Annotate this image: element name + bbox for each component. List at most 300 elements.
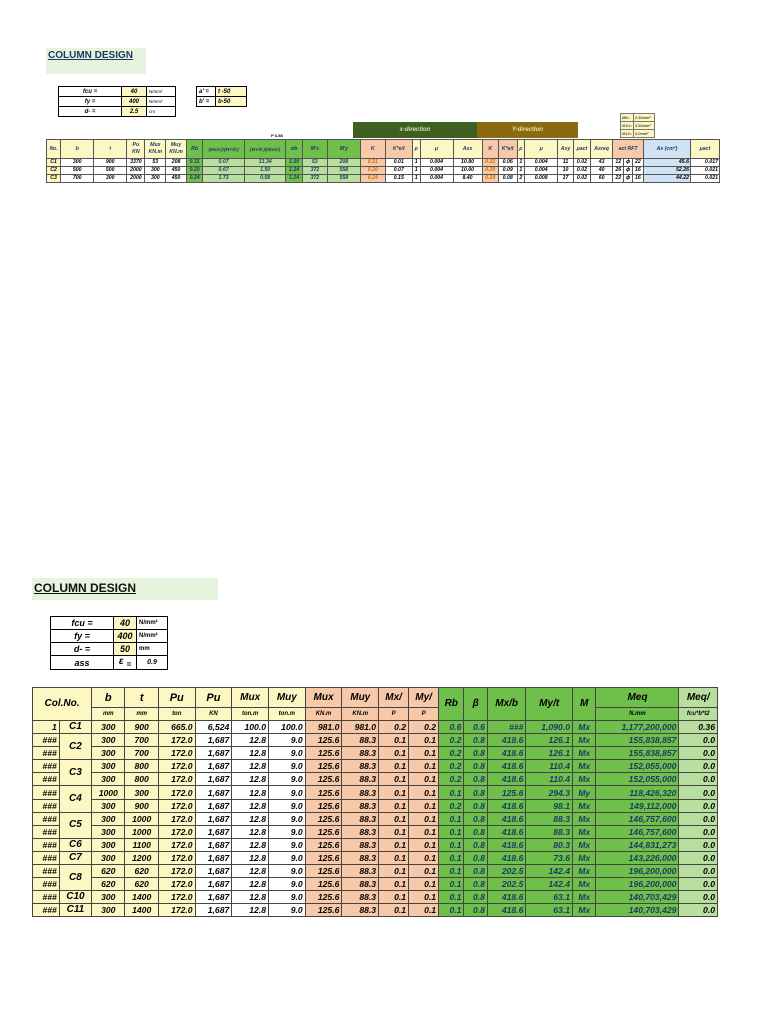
cell-beta: 0.8 (464, 865, 487, 878)
cell-mux-ton: 12.8 (232, 747, 269, 760)
hdr-b: b (92, 688, 125, 708)
cell: 1.73 (203, 175, 245, 183)
param-value[interactable]: 400 (114, 630, 137, 643)
cell-meq-ratio: 0.0 (679, 865, 718, 878)
param-row (51, 656, 168, 670)
cell-pu: 172.0 (158, 904, 195, 917)
table-row (33, 891, 718, 904)
param-value[interactable]: 40 (122, 87, 147, 97)
cell-pu-kn: 1,687 (195, 786, 232, 799)
cell-mux-kn: 125.6 (305, 891, 342, 904)
cell-b: 300 (92, 721, 125, 734)
cell: 0.021 (691, 175, 720, 183)
stack-label: Ø12= (622, 131, 632, 136)
cell-muy-kn: 88.3 (342, 904, 379, 917)
hdr-pu (127, 140, 145, 159)
cell: 1.24 (286, 175, 302, 183)
cell: 0.20 (360, 167, 385, 175)
hdr-muy-kn: Muy (342, 688, 379, 708)
cell: 208 (166, 159, 187, 167)
cell: 12 (613, 159, 624, 167)
cell: 0.004 (420, 167, 453, 175)
cell: 40 (591, 167, 613, 175)
hdr-mux-kn: Mux (305, 688, 342, 708)
unit-cell: KN.m (342, 708, 379, 721)
cell-pu-kn: 1,687 (195, 760, 232, 773)
row-number: ### (33, 838, 60, 851)
hdr-m: M (572, 688, 595, 721)
hdr-t: t (94, 140, 127, 159)
hdr-muy-unit: KN.m (169, 149, 183, 155)
param-row (51, 630, 168, 643)
cell-pu-kn: 1,687 (195, 773, 232, 786)
cell: 0.004 (525, 159, 558, 167)
cell-mx-p: 0.1 (379, 904, 409, 917)
param-label: fy = (51, 630, 114, 643)
cell-mux-ton: 12.8 (232, 812, 269, 825)
hdr-muact2: μact (691, 140, 720, 159)
cell-myt: 110.4 (526, 760, 573, 773)
cell-my-p: 0.1 (409, 812, 439, 825)
dim-row (197, 97, 247, 107)
param-label: fcu = (51, 617, 114, 630)
hdr-as: As (cm²) (644, 140, 691, 159)
bottom-body (33, 721, 718, 917)
cell-t: 1100 (125, 838, 158, 851)
cell-muy-kn: 88.3 (342, 773, 379, 786)
cell-mux-kn: 125.6 (305, 851, 342, 864)
param-unit: N/mm² (147, 87, 176, 97)
cell-beta: 0.8 (464, 825, 487, 838)
param-unit: N/mm² (137, 630, 168, 643)
hdr-rb: Rb (186, 140, 202, 159)
cell-m: Mx (572, 773, 595, 786)
cell-mux-kn: 125.6 (305, 786, 342, 799)
cell: 300 (145, 175, 166, 183)
table-row (33, 721, 718, 734)
cell-mux-kn: 125.6 (305, 773, 342, 786)
row-number: ### (33, 734, 60, 747)
cell-mxb: 418.6 (487, 760, 525, 773)
cell-rb: 0.1 (439, 878, 464, 891)
table-row (33, 865, 718, 878)
cell-my-p: 0.1 (409, 786, 439, 799)
table-row (33, 851, 718, 864)
hdr-mxb: Mx/b (487, 688, 525, 721)
cell-m: Mx (572, 760, 595, 773)
row-number: ### (33, 825, 60, 838)
column-id: C2 (59, 734, 91, 760)
param-value[interactable]: 400 (122, 97, 147, 107)
cell-mux-ton: 12.8 (232, 825, 269, 838)
param-value[interactable]: 50 (114, 643, 137, 656)
row-number: ### (33, 904, 60, 917)
cell-b: 300 (92, 760, 125, 773)
cell-m: Mx (572, 891, 595, 904)
top-row (47, 175, 720, 183)
cell: 11 (558, 159, 574, 167)
cell-meq-ratio: 0.0 (679, 773, 718, 786)
cell-muy-kn: 88.3 (342, 799, 379, 812)
cell: 0.31 (482, 159, 498, 167)
cell-mxb: 418.6 (487, 838, 525, 851)
cell-myt: 142.4 (526, 865, 573, 878)
cell-mux-kn: 125.6 (305, 825, 342, 838)
cell-muy-ton: 9.0 (268, 799, 305, 812)
param-row (59, 107, 176, 117)
column-id: C5 (59, 812, 91, 838)
cell-muy-kn: 88.3 (342, 851, 379, 864)
cell-muy-ton: 9.0 (268, 786, 305, 799)
cell-mxb: 418.6 (487, 891, 525, 904)
cell: 52.26 (644, 167, 691, 175)
cell-mx-p: 0.1 (379, 786, 409, 799)
table-row (33, 812, 718, 825)
cell-beta: 0.8 (464, 904, 487, 917)
hdr-mu-y: μ (525, 140, 558, 159)
cell-my-p: 0.1 (409, 904, 439, 917)
hdr-pu: Pu (158, 688, 195, 708)
column-id: C3 (59, 760, 91, 786)
cell-rb: 0.1 (439, 838, 464, 851)
cell-beta: 0.8 (464, 812, 487, 825)
cell-beta: 0.8 (464, 851, 487, 864)
cell-rb: 0.1 (439, 865, 464, 878)
top-row (47, 167, 720, 175)
cell-t: 300 (125, 786, 158, 799)
cell-pu-kn: 1,687 (195, 904, 232, 917)
cell-muy-kn: 88.3 (342, 760, 379, 773)
cell-myt: 142.4 (526, 878, 573, 891)
cell-pu: 172.0 (158, 878, 195, 891)
param-value[interactable]: 0.9 (137, 656, 168, 670)
cell-mux-kn: 125.6 (305, 799, 342, 812)
cell-mx-p: 0.1 (379, 799, 409, 812)
cell-m: Mx (572, 904, 595, 917)
cell-t: 1000 (125, 825, 158, 838)
unit-cell: ton.m (268, 708, 305, 721)
cell-muy-kn: 88.3 (342, 865, 379, 878)
cell-m: Mx (572, 812, 595, 825)
cell: 1.24 (286, 167, 302, 175)
hdr-mux (145, 140, 166, 159)
cell-my-p: 0.2 (409, 721, 439, 734)
cell-mx-p: 0.2 (379, 721, 409, 734)
cell-muy-kn: 88.3 (342, 734, 379, 747)
cell: 10 (558, 167, 574, 175)
cell-mux-ton: 12.8 (232, 878, 269, 891)
cell-muy-ton: 9.0 (268, 904, 305, 917)
unit-cell: fcu*b*t2 (679, 708, 718, 721)
cell-meq-ratio: 0.0 (679, 891, 718, 904)
param-unit: N/mm² (147, 97, 176, 107)
cell: 208 (327, 159, 360, 167)
unit-cell: N.mm (596, 708, 679, 721)
row-number: ### (33, 747, 60, 760)
cell-my-p: 0.1 (409, 734, 439, 747)
hdr-muy-ton: Muy (268, 688, 305, 708)
param-row (59, 97, 176, 107)
cell: 0.02 (573, 175, 590, 183)
top-row (47, 159, 720, 167)
cell: 0.58 (244, 175, 286, 183)
cell-my-p: 0.1 (409, 773, 439, 786)
cell-myt: 98.1 (526, 799, 573, 812)
param-value[interactable]: 40 (114, 617, 137, 630)
cell: 450 (166, 167, 187, 175)
hdr-rho-x: ρ (412, 140, 420, 159)
cell: 558 (327, 167, 360, 175)
cell-muy-ton: 9.0 (268, 891, 305, 904)
cell-meq: 146,757,600 (596, 825, 679, 838)
cell-pu-kn: 1,687 (195, 799, 232, 812)
cell-mx-p: 0.1 (379, 747, 409, 760)
hdr-pu-kn: Pu (195, 688, 232, 708)
cell: 500 (61, 167, 94, 175)
cell-meq-ratio: 0.36 (679, 721, 718, 734)
cell: 558 (327, 175, 360, 183)
cell: 450 (166, 175, 187, 183)
cell-mux-ton: 100.0 (232, 721, 269, 734)
param-unit: N/mm² (137, 617, 168, 630)
cell-meq-ratio: 0.0 (679, 904, 718, 917)
hdr-kex: K*e/t (385, 140, 412, 159)
cell-muy-kn: 981.0 (342, 721, 379, 734)
cell: 0.02 (573, 159, 590, 167)
cell-muy-kn: 88.3 (342, 812, 379, 825)
cell-t: 1200 (125, 851, 158, 864)
cell-muy-ton: 9.0 (268, 734, 305, 747)
cell: 8.40 (453, 175, 482, 183)
cell: 53 (145, 159, 166, 167)
hdr-mux-ton: Mux (232, 688, 269, 708)
cell: ɸ (624, 159, 633, 167)
column-id: C4 (59, 786, 91, 812)
cell-mux-ton: 12.8 (232, 734, 269, 747)
cell: 0.004 (420, 159, 453, 167)
cell-meq: 143,226,000 (596, 851, 679, 864)
table-row (33, 799, 718, 812)
cell: 0.01 (385, 159, 412, 167)
row-number: ### (33, 786, 60, 799)
cell-meq: 152,055,000 (596, 773, 679, 786)
cell-rb: 0.1 (439, 891, 464, 904)
column-id: C10 (59, 891, 91, 904)
cell-mx-p: 0.1 (379, 812, 409, 825)
cell-mux-kn: 125.6 (305, 747, 342, 760)
cell-meq-ratio: 0.0 (679, 812, 718, 825)
cell-t: 800 (125, 773, 158, 786)
cell-meq: 140,703,429 (596, 904, 679, 917)
cell: 700 (61, 175, 94, 183)
hdr-mx-p: Mx/ (379, 688, 409, 708)
cell-mx-p: 0.1 (379, 838, 409, 851)
hdr-mu-x: μ (420, 140, 453, 159)
cell-mux-ton: 12.8 (232, 891, 269, 904)
cell-rb: 0.6 (439, 721, 464, 734)
top-title: COLUMN DESIGN (46, 48, 146, 74)
cell-meq: 155,838,857 (596, 734, 679, 747)
bottom-title: COLUMN DESIGN (32, 578, 218, 600)
dim-value[interactable]: t -50 (216, 87, 247, 97)
param-label: fy = (59, 97, 122, 107)
y-direction-header: Y-direction (477, 122, 578, 138)
cell-myt: 1,090.0 (526, 721, 573, 734)
cell: 0.20 (186, 167, 202, 175)
cell-pu: 172.0 (158, 825, 195, 838)
cell-pu-kn: 1,687 (195, 825, 232, 838)
cell-rb: 0.2 (439, 760, 464, 773)
cell: 0.24 (360, 175, 385, 183)
cell-mxb: 418.6 (487, 825, 525, 838)
column-id: C1 (59, 721, 91, 734)
cell-myt: 126.1 (526, 747, 573, 760)
cell-mxb: 418.6 (487, 747, 525, 760)
cell: 3370 (127, 159, 145, 167)
hdr-act-rft: act RFT (613, 140, 644, 159)
hdr-my-p: My/ (409, 688, 439, 708)
bottom-design-table (32, 687, 718, 917)
hdr-rho-y: ρ (517, 140, 525, 159)
table-row (33, 734, 718, 747)
hdr-muy (166, 140, 187, 159)
cell-meq: 152,055,000 (596, 760, 679, 773)
hdr-no: No. (47, 140, 61, 159)
cell-b: 300 (92, 838, 125, 851)
cell-b: 300 (92, 891, 125, 904)
cell-myt: 63.1 (526, 891, 573, 904)
cell-pu-kn: 1,687 (195, 812, 232, 825)
cell-mux-kn: 125.6 (305, 838, 342, 851)
cell-mux-ton: 12.8 (232, 799, 269, 812)
cell: 0.021 (691, 167, 720, 175)
param-label: d- = (59, 107, 122, 117)
row-number: ### (33, 878, 60, 891)
bottom-units-row (33, 708, 718, 721)
cell-muy-kn: 88.3 (342, 747, 379, 760)
hdr-mux-label: Mux (150, 142, 161, 148)
top-dims-table (196, 86, 247, 107)
cell-t: 800 (125, 760, 158, 773)
cell: 0.017 (691, 159, 720, 167)
cell-rb: 0.1 (439, 786, 464, 799)
dim-row (197, 87, 247, 97)
top-design-table (46, 139, 720, 183)
hdr-beta: β (464, 688, 487, 721)
cell-pu-kn: 1,687 (195, 734, 232, 747)
top-header-row (47, 140, 720, 159)
cell: 10.00 (453, 167, 482, 175)
cell-pu: 665.0 (158, 721, 195, 734)
cell-mxb: ### (487, 721, 525, 734)
cell: 0.02 (573, 167, 590, 175)
hdr-asy: Asy (558, 140, 574, 159)
cell-beta: 0.8 (464, 760, 487, 773)
cell-mux-kn: 125.6 (305, 878, 342, 891)
cell-b: 300 (92, 773, 125, 786)
cell-mxb: 418.6 (487, 773, 525, 786)
cell: 26 (613, 167, 624, 175)
cell-rb: 0.1 (439, 851, 464, 864)
row-number: ### (33, 799, 60, 812)
bottom-header-row (33, 688, 718, 708)
cell-b: 300 (92, 747, 125, 760)
cell-meq-ratio: 0.0 (679, 825, 718, 838)
cell-beta: 0.8 (464, 799, 487, 812)
stack-value: 3.50mm² (633, 122, 654, 130)
cell-beta: 0.8 (464, 838, 487, 851)
hdr-ratio1: (Mx/a')/(MY/b') (203, 140, 245, 159)
cell: 0.24 (482, 175, 498, 183)
cell-myt: 88.3 (526, 825, 573, 838)
cell-mux-kn: 981.0 (305, 721, 342, 734)
cell-myt: 88.3 (526, 812, 573, 825)
cell-mxb: 418.6 (487, 851, 525, 864)
cell: 0.15 (385, 175, 412, 183)
cell-myt: 294.3 (526, 786, 573, 799)
cell: 16 (632, 175, 643, 183)
cell-my-p: 0.1 (409, 838, 439, 851)
cell-mux-kn: 125.6 (305, 734, 342, 747)
cell-meq: 196,200,000 (596, 865, 679, 878)
cell-pu: 172.0 (158, 773, 195, 786)
cell-beta: 0.8 (464, 734, 487, 747)
param-label: d- = (51, 643, 114, 656)
cell-t: 1000 (125, 812, 158, 825)
cell-meq: 146,757,600 (596, 812, 679, 825)
cell-pu: 172.0 (158, 891, 195, 904)
cell-mux-ton: 12.8 (232, 865, 269, 878)
cell-mx-p: 0.1 (379, 734, 409, 747)
cell-mux-kn: 125.6 (305, 865, 342, 878)
cell-meq: 140,703,429 (596, 891, 679, 904)
unit-cell: ton (158, 708, 195, 721)
cell: 500 (94, 167, 127, 175)
cell-t: 620 (125, 865, 158, 878)
cell-t: 1400 (125, 891, 158, 904)
unit-cell: mm (125, 708, 158, 721)
cell: 1 (412, 159, 420, 167)
cell-mx-p: 0.1 (379, 760, 409, 773)
cell: 53 (302, 159, 327, 167)
bottom-params-table (50, 616, 168, 670)
cell-my-p: 0.1 (409, 878, 439, 891)
cell-b: 620 (92, 865, 125, 878)
hdr-muy-label: Muy (170, 142, 182, 148)
dim-value[interactable]: b-50 (216, 97, 247, 107)
cell-muy-ton: 9.0 (268, 812, 305, 825)
cell-t: 900 (125, 799, 158, 812)
hdr-t: t (125, 688, 158, 708)
cell-m: My (572, 786, 595, 799)
cell: 1 (412, 167, 420, 175)
column-id: C11 (59, 904, 91, 917)
cell-m: Mx (572, 851, 595, 864)
cell: 0.07 (385, 167, 412, 175)
cell: 300 (94, 175, 127, 183)
cell-meq: 155,838,857 (596, 747, 679, 760)
cell-rb: 0.1 (439, 812, 464, 825)
cell-t: 900 (125, 721, 158, 734)
cell-muy-kn: 88.3 (342, 891, 379, 904)
param-unit: cm (147, 107, 176, 117)
cell: 16 (632, 167, 643, 175)
cell-beta: 0.6 (464, 721, 487, 734)
cell-my-p: 0.1 (409, 825, 439, 838)
param-value[interactable]: 2.5 (122, 107, 147, 117)
cell-pu: 172.0 (158, 851, 195, 864)
cell: 0.06 (498, 159, 517, 167)
